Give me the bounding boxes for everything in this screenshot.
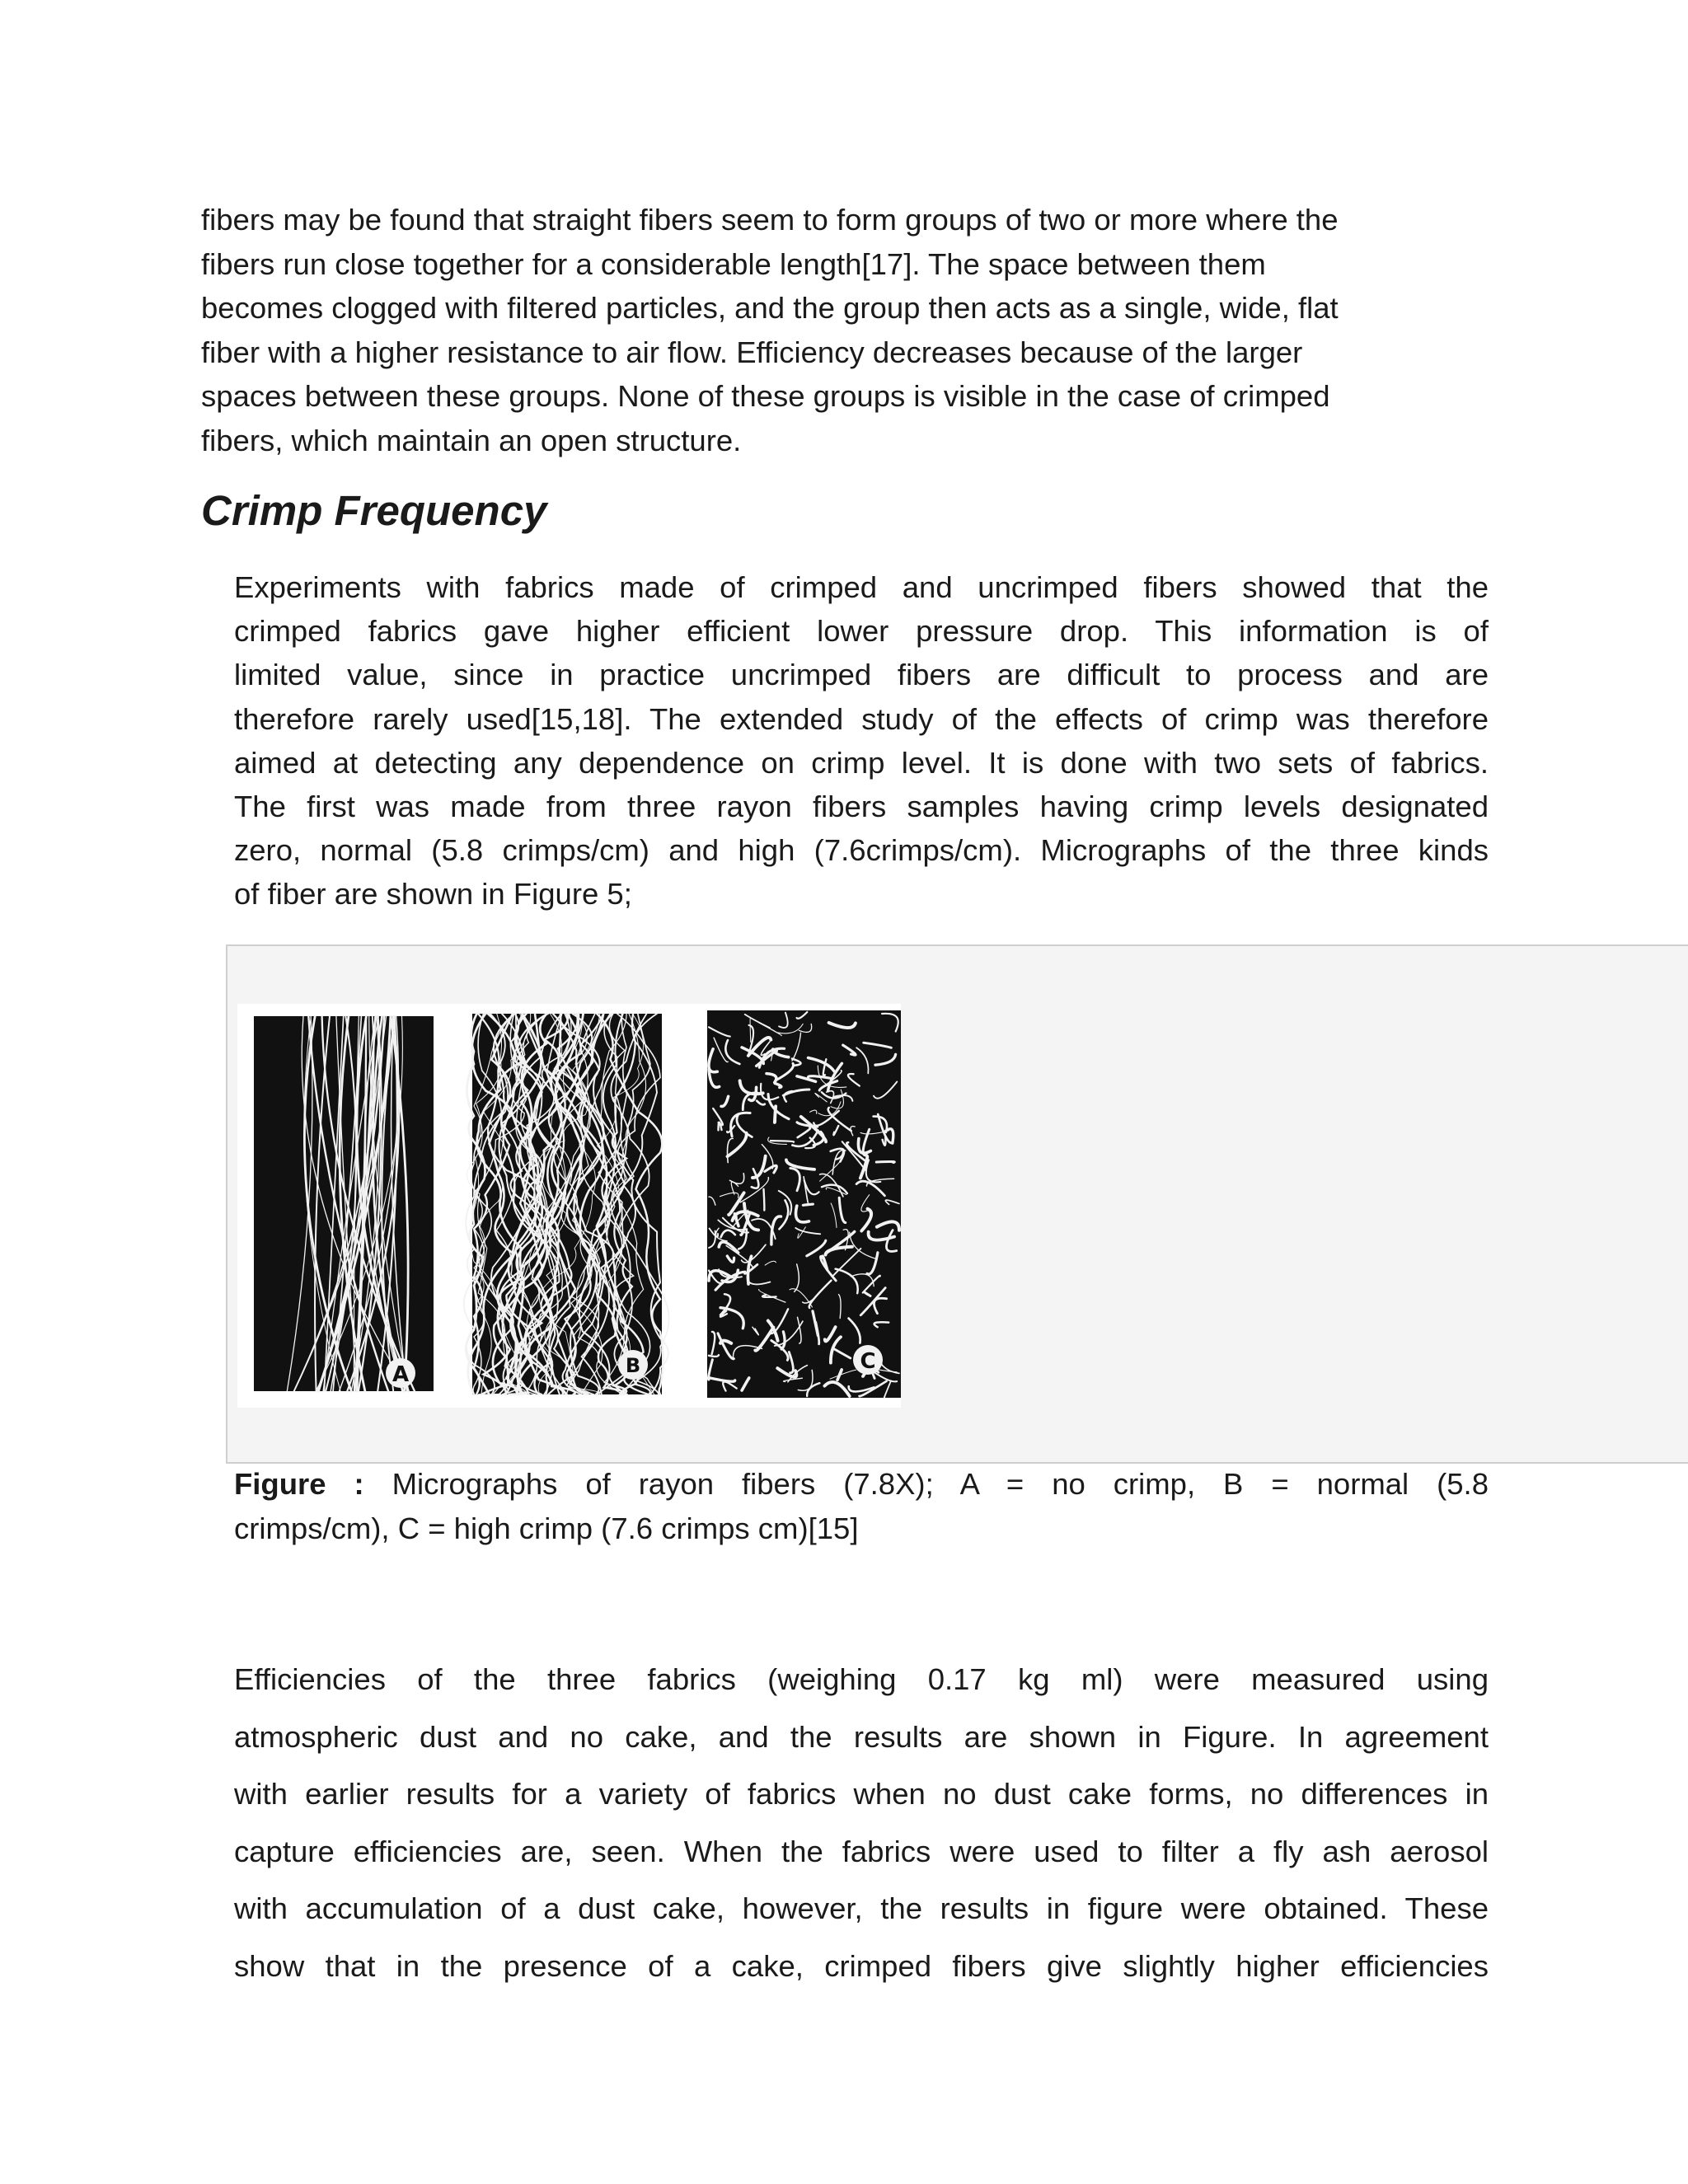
caption-label: Figure : xyxy=(234,1467,364,1501)
text-line: limited value, since in practice uncrimped fibers are difficult to process and are xyxy=(234,658,1489,692)
micrograph-panel-a xyxy=(254,1016,434,1391)
intro-paragraph xyxy=(201,198,1462,462)
micrograph-panel-c xyxy=(707,1010,901,1398)
caption-line: crimps/cm), C = high crimp (7.6 crimps cm)[15] xyxy=(234,1511,859,1545)
caption-text: Micrographs of rayon fibers (7.8X); A = no crimp, B = normal (5.8 xyxy=(363,1467,1489,1501)
text-line: becomes clogged with filtered particles, and the group then acts as a single, wide, flat xyxy=(201,291,1339,325)
panel-label-a: A xyxy=(392,1362,410,1387)
text-line: capture efficiencies are, seen. When the fabrics were used to filter a fly ash aerosol xyxy=(234,1834,1489,1868)
text-line: of fiber are shown in Figure 5; xyxy=(234,877,632,912)
text-line: with earlier results for a variety of fabrics when no dust cake forms, no differences in xyxy=(234,1777,1489,1811)
figure-caption xyxy=(234,1462,1489,1551)
text-line: zero, normal (5.8 crimps/cm) and high (7.6crimps/cm). Micrographs of the three kinds xyxy=(234,833,1489,868)
text-line: crimped fabrics gave higher efficient lower pressure drop. This information is of xyxy=(234,614,1489,649)
text-line: atmospheric dust and no cake, and the results are shown in Figure. In agreement xyxy=(234,1719,1489,1754)
section-heading: Crimp Frequency xyxy=(201,487,547,534)
panel-label-b: B xyxy=(625,1354,641,1377)
text-line: spaces between these groups. None of these groups is visible in the case of crimped xyxy=(201,379,1330,413)
text-line: fibers run close together for a considerable length[17]. The space between them xyxy=(201,246,1266,281)
crimp-paragraph xyxy=(234,565,1489,916)
panel-label-c: C xyxy=(860,1349,876,1374)
caption-line xyxy=(234,1462,1489,1507)
text-line: aimed at detecting any dependence on crimp level. It is done with two sets of fabrics. xyxy=(234,745,1489,780)
text-line: fibers, which maintain an open structure. xyxy=(201,423,742,457)
text-line: fiber with a higher resistance to air flow. Efficiency decreases because of the larger xyxy=(201,335,1303,369)
text-line: therefore rarely used[15,18]. The extended study of the effects of crimp was therefore xyxy=(234,701,1489,736)
text-line: Efficiencies of the three fabrics (weighing 0.17 kg ml) were measured using xyxy=(234,1662,1489,1696)
text-line: The first was made from three rayon fibers samples having crimp levels designated xyxy=(234,790,1489,824)
efficiency-paragraph xyxy=(234,1651,1489,1994)
micrograph-image xyxy=(237,1004,901,1408)
text-line: fibers may be found that straight fibers seem to form groups of two or more where the xyxy=(201,203,1339,237)
text-line: with accumulation of a dust cake, however, the results in figure were obtained. These xyxy=(234,1891,1489,1925)
text-line: show that in the presence of a cake, crimped fibers give slightly higher efficiencies xyxy=(234,1948,1489,1983)
text-line: Experiments with fabrics made of crimped and uncrimped fibers showed that the xyxy=(234,570,1489,604)
micrograph-panel-b xyxy=(464,1014,669,1394)
